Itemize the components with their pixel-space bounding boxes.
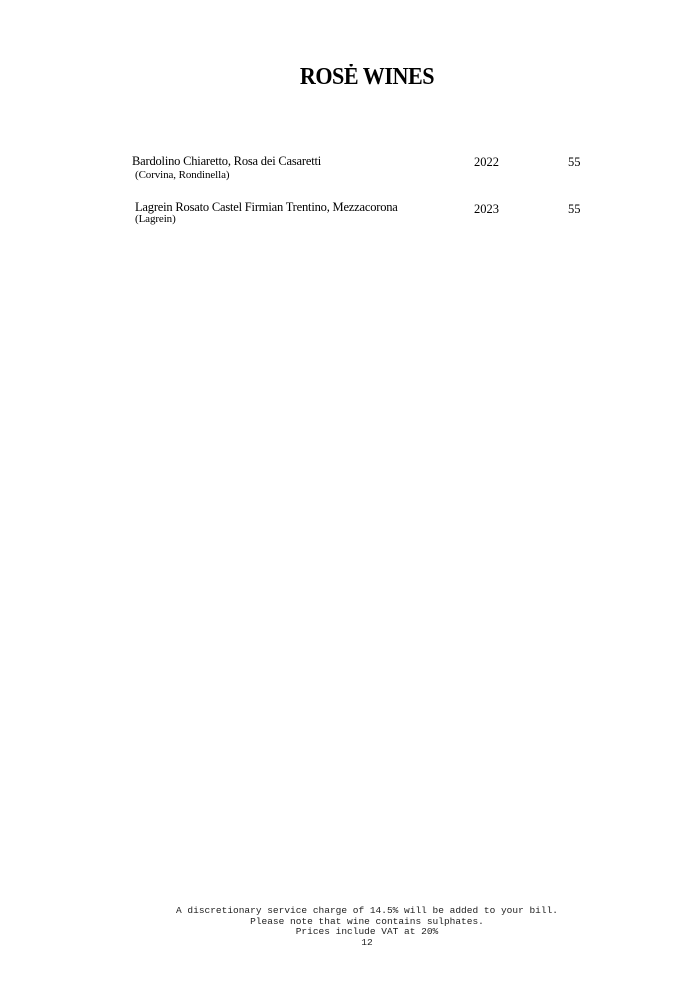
page-title: ROSĖ WINES: [299, 64, 435, 90]
sulphates-note: Please note that wine contains sulphates.: [250, 915, 484, 927]
wine-item: [0, 154, 700, 190]
wine-name: Bardolino Chiaretto, Rosa dei Casaretti: [132, 154, 322, 168]
wine-grapes: (Corvina, Rondinella): [135, 169, 230, 181]
wine-item: [0, 200, 700, 236]
page-number: 12: [361, 936, 373, 948]
service-charge-note: A discretionary service charge of 14.5% will be added to your bill.: [176, 905, 558, 916]
wine-price: 55: [568, 202, 581, 216]
wine-name: Lagrein Rosato Castel Firmian Trentino, Mezzacorona: [135, 200, 398, 214]
wine-grapes: (Lagrein): [135, 213, 176, 225]
vat-note: Prices include VAT at 20%: [295, 926, 439, 937]
wine-price: 55: [568, 155, 581, 169]
wine-year: 2023: [474, 202, 499, 216]
wine-year: 2022: [474, 155, 499, 169]
footer: [0, 906, 700, 948]
